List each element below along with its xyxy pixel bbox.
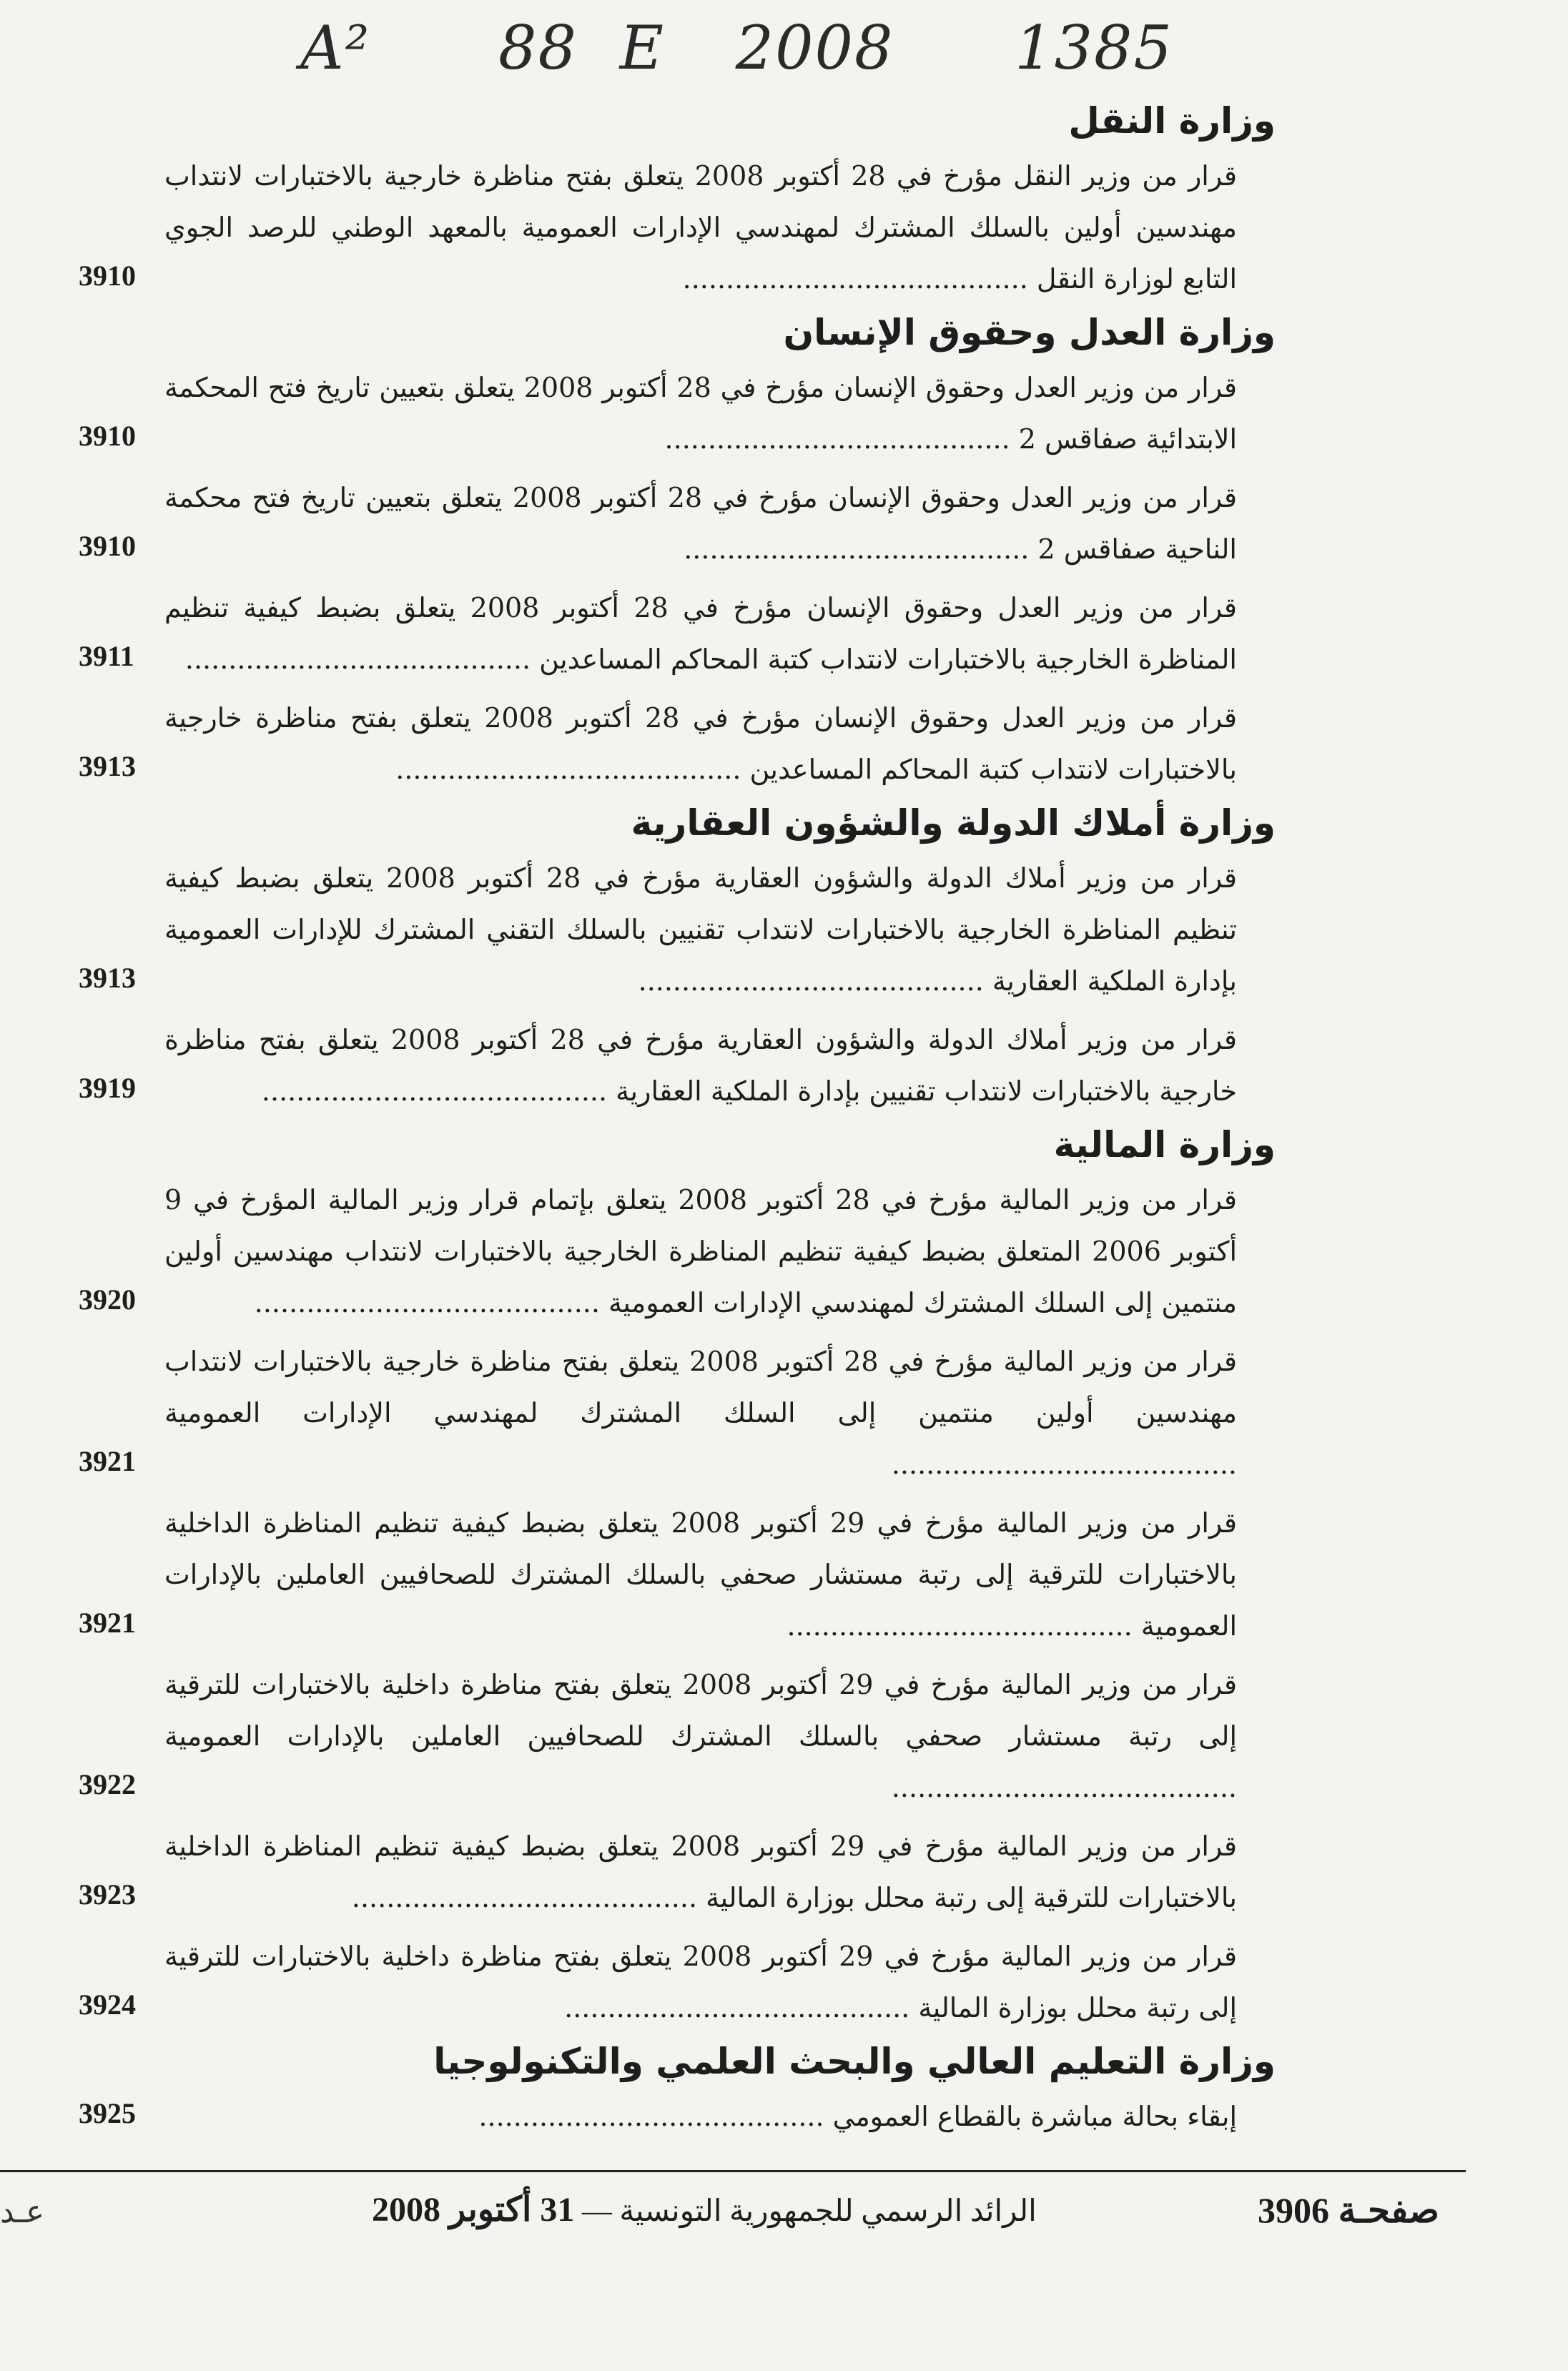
entry-text: قرار من وزير المالية مؤرخ في 28 أكتوبر 2008 يتعلق بإتمام قرار وزير المالية المؤرخ في 9 أكتوبر 2006 المتعلق بضبط كيفية تنظيم المناظرة الخارجية بالاختبارات لانتداب مهندسين أولين منتمين إلى السلك المشترك لمهندسي الإدارات العمومية — [164, 1184, 1238, 1318]
dot-leader: ........................................ — [638, 965, 992, 997]
entry-text-block — [164, 1820, 1280, 1923]
entry-text-block — [164, 150, 1280, 305]
dot-leader: ........................................ — [261, 1075, 616, 1107]
section-heading: وزارة التعليم العالي والبحث العلمي والتكنولوجيا — [433, 2041, 1276, 2082]
entry-page-number: 3911 — [79, 640, 134, 672]
entry-text-block — [164, 1497, 1280, 1652]
toc-entry — [79, 362, 1280, 465]
entry-page-number: 3913 — [79, 962, 136, 994]
section-heading: وزارة العدل وحقوق الإنسان — [783, 312, 1276, 353]
entry-text-block — [164, 2091, 1280, 2142]
entry-text: قرار من وزير النقل مؤرخ في 28 أكتوبر 2008 يتعلق بفتح مناظرة خارجية بالاختبارات لانتداب مهندسين أولين بالسلك المشترك لمهندسي الإدارات العمومية بالمعهد الوطني للرصد الجوي التابع لوزارة النقل — [164, 160, 1237, 295]
annotation-part: A² — [300, 13, 371, 83]
footer-divider — [0, 2170, 1466, 2172]
entry-text: قرار من وزير المالية مؤرخ في 29 أكتوبر 2008 يتعلق بفتح مناظرة داخلية بالاختبارات للترقية إلى رتبة مستشار صحفي بالسلك المشترك للصحافيين العاملين بالإدارات العمومية — [164, 1669, 1238, 1752]
entry-text: قرار من وزير المالية مؤرخ في 29 أكتوبر 2008 يتعلق بضبط كيفية تنظيم المناظرة الداخلية بالاختبارات للترقية إلى رتبة مستشار صحفي بالسلك المشترك للصحافيين العاملين بالإدارات العمومية — [164, 1507, 1238, 1642]
toc-entry — [79, 472, 1280, 575]
entry-page-number: 3910 — [79, 420, 136, 452]
entry-text: إبقاء بحالة مباشرة بالقطاع العمومي — [832, 2101, 1237, 2132]
toc-entry — [79, 852, 1280, 1007]
entry-page-number: 3921 — [79, 1607, 136, 1639]
entry-text: قرار من وزير العدل وحقوق الإنسان مؤرخ في 28 أكتوبر 2008 يتعلق بتعيين تاريخ فتح المحكمة الابتدائية صفاقس 2 — [164, 372, 1237, 455]
entry-text-block — [164, 1659, 1280, 1813]
toc-entry — [79, 1497, 1280, 1652]
dot-leader: ........................................ — [891, 1772, 1237, 1803]
annotation-part: E — [619, 13, 665, 83]
dot-leader: ........................................ — [395, 754, 750, 785]
dot-leader: ........................................ — [787, 1610, 1141, 1642]
issue-date: 31 أكتوبر 2008 — [372, 2191, 575, 2229]
entry-text: قرار من وزير المالية مؤرخ في 29 أكتوبر 2008 يتعلق بفتح مناظرة داخلية بالاختبارات للترقية إلى رتبة محلل بوزارة المالية — [164, 1941, 1238, 2024]
separator: — — [581, 2195, 612, 2228]
entry-page-number: 3921 — [79, 1445, 136, 1477]
entry-text: قرار من وزير المالية مؤرخ في 29 أكتوبر 2008 يتعلق بضبط كيفية تنظيم المناظرة الداخلية بالاختبارات للترقية إلى رتبة محلل بوزارة المالية — [164, 1830, 1238, 1913]
entry-text-block — [164, 582, 1280, 685]
entry-page-number: 3910 — [79, 260, 136, 292]
dot-leader: ........................................ — [684, 533, 1038, 565]
entry-text: قرار من وزير أملاك الدولة والشؤون العقارية مؤرخ في 28 أكتوبر 2008 يتعلق بضبط كيفية تنظيم المناظرة الخارجية بالاختبارات لانتداب تقنيين بالسلك التقني المشترك للإدارات العمومية بإدارة الملكية العقارية — [164, 862, 1237, 997]
entry-page-number: 3923 — [79, 1878, 136, 1911]
dot-leader: ........................................ — [184, 644, 540, 675]
toc-entry — [79, 150, 1280, 305]
dot-leader: ........................................ — [564, 1992, 919, 2024]
toc-entry — [79, 1659, 1280, 1813]
toc-entry — [79, 1931, 1280, 2034]
entry-text: قرار من وزير العدل وحقوق الإنسان مؤرخ في 28 أكتوبر 2008 يتعلق بضبط كيفية تنظيم المناظرة الخارجية بالاختبارات لانتداب كتبة المحاكم المساعدين — [164, 592, 1238, 675]
entry-text-block — [164, 1931, 1280, 2034]
entry-page-number: 3922 — [79, 1768, 136, 1800]
table-of-contents — [79, 100, 1280, 2149]
entry-text: قرار من وزير المالية مؤرخ في 28 أكتوبر 2008 يتعلق بفتح مناظرة خارجية بالاختبارات لانتداب مهندسين أولين منتمين إلى السلك المشترك لمهندسي الإدارات العمومية — [164, 1346, 1237, 1429]
toc-entry — [79, 2091, 1280, 2142]
dot-leader: ........................................ — [478, 2101, 833, 2132]
section-heading: وزارة أملاك الدولة والشؤون العقارية — [631, 802, 1276, 844]
entry-text: قرار من وزير أملاك الدولة والشؤون العقارية مؤرخ في 28 أكتوبر 2008 يتعلق بفتح مناظرة خارجية بالاختبارات لانتداب تقنيين بإدارة الملكية العقارية — [164, 1024, 1237, 1107]
journal-title-line — [372, 2189, 1037, 2229]
entry-page-number: 3925 — [79, 2097, 136, 2129]
entry-text-block — [164, 692, 1280, 795]
annotation-part: 2008 — [735, 13, 894, 83]
toc-entry — [79, 1336, 1280, 1490]
handwritten-annotation — [300, 13, 1230, 99]
entry-text-block — [164, 362, 1280, 465]
section-heading: وزارة المالية — [1053, 1124, 1276, 1165]
dot-leader: ........................................ — [682, 263, 1037, 295]
annotation-part: 1385 — [1015, 13, 1173, 83]
dot-leader: ........................................ — [254, 1287, 609, 1318]
dot-leader: ........................................ — [891, 1449, 1237, 1480]
entry-page-number: 3924 — [79, 1988, 136, 2021]
entry-text: قرار من وزير العدل وحقوق الإنسان مؤرخ في 28 أكتوبر 2008 يتعلق بتعيين تاريخ فتح محكمة الناحية صفاقس 2 — [164, 482, 1238, 565]
entry-text-block — [164, 472, 1280, 575]
edge-text: عـد — [0, 2194, 45, 2229]
entry-text-block — [164, 1014, 1280, 1117]
entry-text-block — [164, 1174, 1280, 1329]
entry-text-block — [164, 852, 1280, 1007]
entry-page-number: 3919 — [79, 1072, 136, 1104]
entry-text-block — [164, 1336, 1280, 1490]
journal-name: الرائد الرسمي للجمهورية التونسية — [619, 2195, 1037, 2228]
dot-leader: ........................................ — [351, 1882, 706, 1913]
page-footer — [0, 2189, 1568, 2239]
annotation-part: 88 — [498, 13, 578, 83]
entry-page-number: 3910 — [79, 530, 136, 562]
toc-entry — [79, 1014, 1280, 1117]
page-number-label: صفحـة 3906 — [1258, 2190, 1439, 2230]
toc-entry — [79, 582, 1280, 685]
entry-text: قرار من وزير العدل وحقوق الإنسان مؤرخ في 28 أكتوبر 2008 يتعلق بفتح مناظرة خارجية بالاختبارات لانتداب كتبة المحاكم المساعدين — [164, 702, 1238, 785]
entry-page-number: 3920 — [79, 1283, 136, 1316]
entry-page-number: 3913 — [79, 750, 136, 782]
dot-leader: ........................................ — [664, 423, 1019, 455]
toc-entry — [79, 1174, 1280, 1329]
toc-entry — [79, 1820, 1280, 1923]
toc-entry — [79, 692, 1280, 795]
section-heading: وزارة النقل — [1068, 100, 1276, 142]
